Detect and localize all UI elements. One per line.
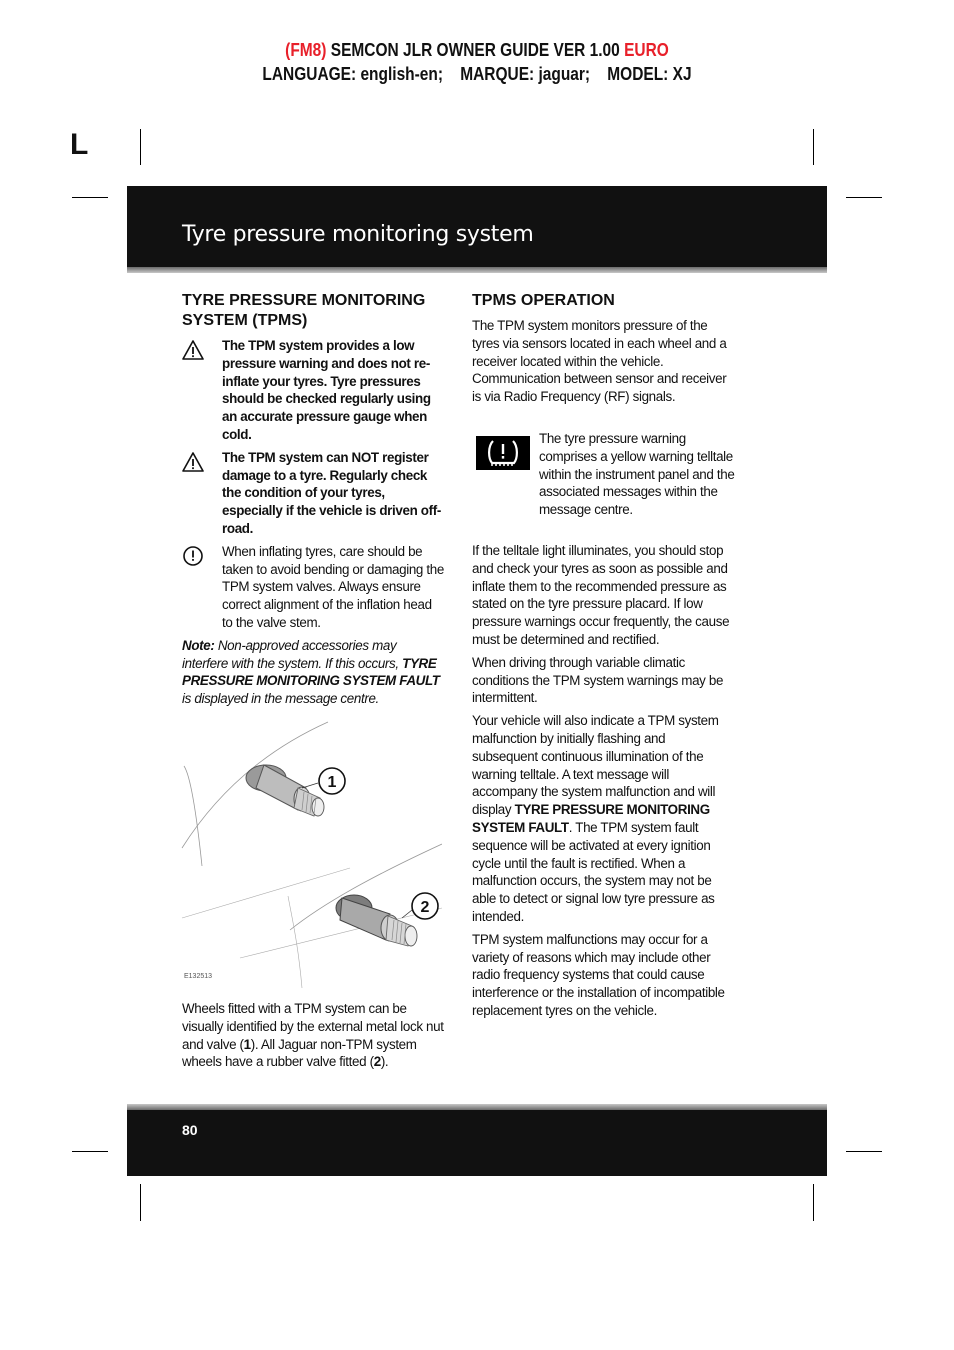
section-heading-tpms: TYRE PRESSURE MONITORING SYSTEM (TPMS): [182, 292, 426, 329]
crop-mark: [846, 1151, 882, 1152]
note-label: Note:: [182, 637, 215, 653]
crop-mark: [140, 129, 141, 165]
para-c: ).: [380, 1054, 389, 1070]
page-number: 80: [182, 1122, 198, 1138]
valve-diagram: [180, 718, 442, 990]
caution-text: When inflating tyres, care should be taken to avoid bending or damaging the TPM system valves. Always ensure correct alignment of the inflation head to the valve stem.: [222, 543, 444, 630]
crop-mark: [813, 129, 814, 165]
header-main: SEMCON JLR OWNER GUIDE VER 1.00: [326, 40, 625, 60]
note-fault-message: TYRE PRESSURE MONITORING SYSTEM FAULT: [182, 655, 440, 689]
para-ref-1: 1: [243, 1036, 251, 1052]
footer-gradient: [127, 1104, 827, 1110]
operation-paragraph-3: When driving through variable climatic conditions the TPM system warnings may be intermittent.: [472, 654, 724, 706]
title-bar-gradient: [127, 267, 827, 273]
telltale-description: The tyre pressure warning comprises a yellow warning telltale within the instrument panel and the associated messages within the message centre.: [539, 430, 735, 518]
rubber-valve: [336, 895, 417, 946]
valve-identification-paragraph: [182, 1000, 444, 1071]
section-heading-operation: TPMS OPERATION: [472, 292, 615, 309]
header-language: LANGUAGE: english-en;: [262, 64, 444, 84]
operation-paragraph-2: If the telltale light illuminates, you should stop and check your tyres as soon as possible and inflate them to the recommended pressure as stated on the tyre pressure placard. If low pressure warnings occur frequently, the cause must be determined and rectified.: [472, 542, 730, 647]
doc-header-line2: [67, 64, 887, 85]
caution-circle-icon: [182, 545, 204, 567]
left-column: [182, 291, 444, 1076]
telltale-block: [472, 430, 734, 520]
warning-block-1: [182, 337, 444, 444]
note-paragraph: [182, 637, 444, 708]
crop-mark: [846, 197, 882, 198]
note-text-2: is displayed in the message centre.: [182, 691, 379, 707]
metal-valve: [246, 765, 324, 816]
crop-mark: [72, 197, 108, 198]
p4-fault-message: TYRE PRESSURE MONITORING SYSTEM FAULT: [472, 802, 710, 835]
tyre-pressure-warning-icon: [476, 436, 530, 470]
warning-block-2: [182, 449, 444, 538]
doc-header-line1: [67, 40, 887, 61]
page-title: Tyre pressure monitoring system: [182, 222, 534, 247]
operation-paragraph-4: [472, 712, 734, 926]
crop-mark: [813, 1184, 814, 1221]
corner-mark: L: [70, 128, 89, 161]
callout-2: 2: [420, 898, 430, 916]
para-a: Wheels fitted with a TPM system can be visually identified by the external metal lock nut and valve (: [182, 1000, 444, 1052]
valve-illustration: [180, 718, 442, 990]
para-ref-2: 2: [373, 1054, 381, 1070]
warning-triangle-icon: [182, 451, 204, 473]
warning-text-1: The TPM system provides a low pressure warning and does not re-inflate your tyres. Tyre pressures should be checked regularly using an accurate pressure gauge when cold.: [222, 338, 431, 442]
header-prefix: (FM8): [285, 40, 327, 60]
crop-mark: [72, 1151, 108, 1152]
figure-code: E132513: [184, 973, 213, 981]
p4-text-a: Your vehicle will also indicate a TPM system malfunction by initially flashing and subsequent continuous illumination of the warning telltale. A text message will accompany the system malfunction and will display: [472, 713, 719, 818]
title-bar: [127, 186, 827, 268]
operation-paragraph-1: The TPM system monitors pressure of the tyres via sensors located in each wheel and a receiver located within the vehicle. Communication between sensor and receiver is via Radio Frequency (RF) signals.: [472, 318, 727, 405]
header-suffix: EURO: [624, 40, 669, 60]
right-column: [472, 291, 734, 1025]
warning-triangle-icon: [182, 339, 204, 361]
warning-text-2: The TPM system can NOT register damage to a tyre. Regularly check the condition of your tyres, especially if the vehicle is driven off-road.: [222, 449, 441, 536]
footer-bar: [127, 1104, 827, 1176]
callout-1: 1: [327, 773, 337, 791]
operation-paragraph-5: TPM system malfunctions may occur for a variety of reasons which may include other radio frequency systems that could cause interference or the installation of incompatible replacement tyres on the vehicle.: [472, 931, 725, 1018]
caution-block: [182, 543, 444, 632]
header-model: MODEL: XJ: [607, 64, 692, 84]
header-marque: MARQUE: jaguar;: [460, 64, 591, 84]
note-text-1: Non-approved accessories may interfere with the system. If this occurs,: [182, 637, 403, 671]
crop-mark: [140, 1184, 141, 1221]
p4-text-b: . The TPM system fault sequence will be activated at every ignition cycle until the fault is rectified. When a malfunction occurs, the system may not be able to detect or signal low tyre pressure as intended.: [472, 819, 715, 924]
para-b: ). All Jaguar non-TPM system wheels have a rubber valve fitted (: [182, 1036, 417, 1070]
